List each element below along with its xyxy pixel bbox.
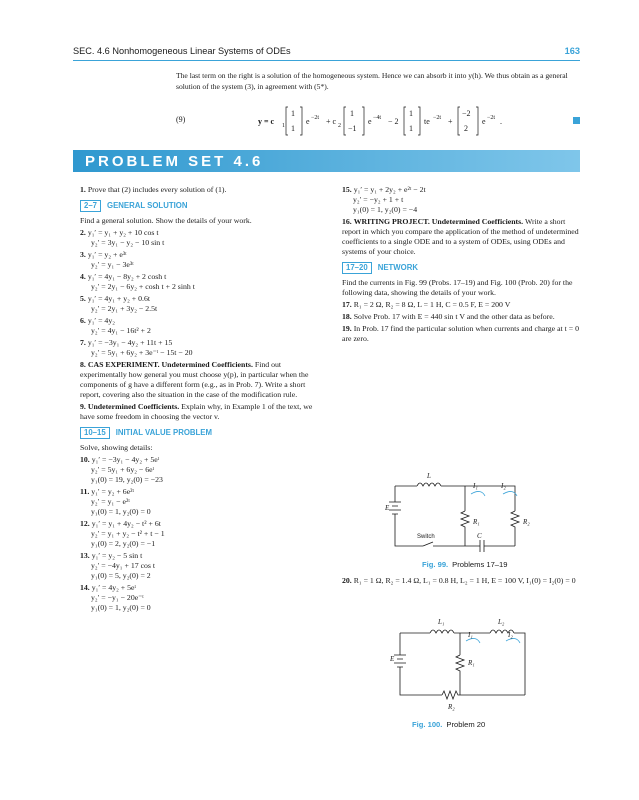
equation-line: y₁′ = y₁ + y₂ + 10 cos t (87, 228, 159, 237)
section-number: 2–7 (80, 200, 101, 212)
figure-99-label: Fig. 99. (422, 560, 449, 569)
eq-sub1: 1 (282, 123, 285, 129)
equation-line: y₂′ = 4y₁ − 16t² + 2 (91, 326, 151, 335)
problem-title: WRITING PROJECT. Undetermined Coefficients. (353, 217, 524, 226)
instruction-text (80, 443, 320, 453)
problem-number: 9. (80, 402, 86, 411)
equation-line: y₂′ = 5y₁ + 6y₂ − 6eᵗ (91, 465, 155, 474)
problem-text: Find out experimentally how general you must choose y(p), in particular when the components of g have a different form (e.g., as in Prob. 7). Write a short report, covering also the situation in the case of the modification rule. (80, 360, 309, 399)
problem-item (80, 185, 320, 195)
problem-item (342, 576, 580, 586)
problem-title: CAS EXPERIMENT. Undetermined Coefficients. (87, 360, 253, 369)
problem-set-banner (73, 150, 580, 172)
fig99-label-R2: R₂ (523, 518, 530, 526)
eq-minus2: − 2 (388, 117, 399, 126)
equation-9 (176, 101, 580, 141)
qed-square (573, 117, 580, 124)
equation-line: y₂′ = −4y₁ + 17 cos t (91, 561, 156, 570)
fig100-label-R1: R₁ (468, 659, 475, 667)
instruction-text (80, 216, 320, 226)
section-header: SEC. 4.6 Nonhomogeneous Linear Systems of ODEs (73, 46, 291, 56)
eq-plus: + (448, 117, 453, 126)
equation-line: y₁′ = y₂ + e³ᵗ (87, 250, 127, 259)
problem-text: Explain why, in Example 1 of the text, we have some freedom in choosing the vector v. (80, 402, 313, 421)
vec4-top: −2 (462, 109, 471, 118)
equation-line: y₂′ = y₁ − e²ᵗ (91, 497, 130, 506)
problem-number: 18. (342, 312, 352, 321)
equation-line: y₂′ = 5y₁ + 6y₂ + 3e⁻ᵗ − 15t − 20 (91, 348, 193, 357)
eq-te: te (424, 117, 430, 126)
equation-line: y₁′ = y₁ + 2y₂ + e²ᵗ − 2t (353, 185, 426, 194)
equation-line: y₁(0) = 2, y₂(0) = −1 (91, 539, 156, 548)
fig100-label-I1: I₁ (468, 631, 473, 639)
section-number: 17–20 (342, 262, 372, 274)
vec3-top: 1 (409, 109, 413, 118)
eq-e4: e (482, 117, 486, 126)
eq-lhs: y = c (258, 117, 275, 126)
problem-item (80, 455, 320, 485)
problem-number: 13. (80, 551, 90, 560)
fig99-label-R1: R₁ (473, 518, 480, 526)
vec1-bot: 1 (291, 124, 295, 133)
equation-line: y₂′ = 2y₁ − 6y₂ + cosh t + 2 sinh t (91, 282, 195, 291)
problem-number: 15. (342, 185, 352, 194)
equation-line: y₁(0) = 1, y₂(0) = 0 (91, 603, 151, 612)
instruction-text (342, 278, 580, 298)
vec2-bot: −1 (348, 124, 357, 133)
problem-item (80, 294, 320, 314)
section-heading (80, 200, 320, 212)
problem-text: Solve, showing details: (80, 443, 153, 452)
eq-e2: e (368, 117, 372, 126)
problem-text: Solve Prob. 17 with E = 440 sin t V and the other data as before. (353, 312, 555, 321)
problem-text: Prove that (2) includes every solution of (1). (87, 185, 227, 194)
eq-exp3: −2t (433, 115, 442, 121)
section-title: INITIAL VALUE PROBLEM (115, 428, 212, 437)
problem-text: Find the currents in Fig. 99 (Probs. 17–19) and Fig. 100 (Prob. 20) for the following data, showing the details of your work. (342, 278, 573, 297)
equation-line: y₁′ = 4y₂ + 5eᵗ (91, 583, 136, 592)
section-title: NETWORK (377, 263, 418, 272)
equation-line: y₁′ = 4y₁ − 8y₂ + 2 cosh t (87, 272, 167, 281)
problem-text: R₁ = 1 Ω, R₂ = 1.4 Ω, L₁ = 0.8 H, L₂ = 1 H, E = 100 V, I₁(0) = I₂(0) = 0 (353, 576, 576, 585)
figure-99-circuit (385, 466, 535, 556)
intro-paragraph: The last term on the right is a solution of the homogeneous system. Hence we can absorb it into y(h). We thus obtain as a general solution of the system (3), in agreement with (5*). (176, 71, 568, 91)
problem-item (80, 228, 320, 248)
figure-100-circuit (390, 615, 540, 715)
figure-100-caption (412, 720, 485, 729)
equation-line: y₁′ = −3y₁ − 4y₂ + 11t + 15 (87, 338, 173, 347)
problem-text: Find a general solution. Show the details of your work. (80, 216, 252, 225)
eq-c2: + c (326, 117, 337, 126)
section-heading (342, 262, 580, 274)
fig100-label-R2: R₂ (448, 703, 455, 711)
problem-number: 19. (342, 324, 352, 333)
problem-number: 12. (80, 519, 90, 528)
problem-number: 20. (342, 576, 352, 585)
equation-line: y₂′ = −y₂ + 1 + t (353, 195, 404, 204)
fig99-label-E: E (385, 504, 390, 512)
vec2-top: 1 (350, 109, 354, 118)
problem-item (80, 316, 320, 336)
section-number: 10–15 (80, 427, 110, 439)
equation-line: y₁′ = y₂ − 5 sin t (91, 551, 143, 560)
problem-text: R₁ = 2 Ω, R₂ = 8 Ω, L = 1 H, C = 0.5 F, E = 200 V (353, 300, 511, 309)
problem-item (80, 402, 320, 422)
problem-item (80, 272, 320, 292)
fig99-label-L: L (427, 472, 431, 480)
problem-item (342, 324, 580, 344)
problem-number: 7. (80, 338, 86, 347)
vec4-bot: 2 (464, 124, 468, 133)
problem-item (80, 487, 320, 517)
figure-99-caption (422, 560, 507, 569)
problem-item (342, 185, 580, 215)
problem-title: Undetermined Coefficients. (87, 402, 180, 411)
equation-number: (9) (176, 115, 186, 124)
eq-exp4: −2t (487, 115, 496, 121)
problem-item (80, 519, 320, 549)
problem-text: In Prob. 17 find the particular solution when currents and charge at t = 0 are zero. (342, 324, 580, 343)
equation-line: y₂′ = y₁ + y₂ − t² + t − 1 (91, 529, 165, 538)
problem-item (80, 360, 320, 400)
problem-number: 10. (80, 455, 90, 464)
vec1-top: 1 (291, 109, 295, 118)
problem-number: 5. (80, 294, 86, 303)
eq-exp1: −2t (311, 115, 320, 121)
problem-item (80, 551, 320, 581)
eq-e1: e (306, 117, 310, 126)
problem-item (80, 338, 320, 358)
equation-line: y₁′ = 4y₁ + y₂ + 0.6t (87, 294, 151, 303)
equation-line: y₂′ = y₁ − 3e³ᵗ (91, 260, 134, 269)
equation-line: y₁(0) = 1, y₂(0) = 0 (91, 507, 151, 516)
fig100-label-I2: I₂ (508, 631, 513, 639)
equation-line: y₁′ = −3y₁ − 4y₂ + 5eᵗ (91, 455, 160, 464)
problem-number: 2. (80, 228, 86, 237)
equation-body (258, 101, 558, 141)
problem-number: 14. (80, 583, 90, 592)
fig99-label-I2: I₂ (501, 482, 506, 490)
problem-number: 16. (342, 217, 352, 226)
left-column (80, 185, 320, 615)
problem-item (342, 217, 580, 257)
equation-line: y₁(0) = 1, y₂(0) = −4 (353, 205, 418, 214)
equation-line: y₂′ = 2y₁ + 3y₂ − 2.5t (91, 304, 158, 313)
fig100-label-L2: L₂ (498, 618, 505, 626)
fig99-label-I1: I₁ (473, 482, 478, 490)
figure-100-label: Fig. 100. (412, 720, 443, 729)
equation-line: y₁′ = y₁ + 4y₂ − t² + 6t (91, 519, 161, 528)
header-rule (73, 60, 580, 61)
problem-set-title: PROBLEM SET 4.6 (85, 153, 264, 170)
problem-item (342, 300, 580, 310)
problem-number: 1. (80, 185, 86, 194)
vec3-bot: 1 (409, 124, 413, 133)
equation-line: y₁′ = y₂ + 6e²ᵗ (91, 487, 135, 496)
fig99-label-switch: Switch (417, 534, 435, 540)
problem-number: 11. (80, 487, 90, 496)
problem-number: 4. (80, 272, 86, 281)
problem-item (342, 312, 580, 322)
problem-number: 17. (342, 300, 352, 309)
equation-line: y₂′ = 3y₁ − y₂ − 10 sin t (91, 238, 165, 247)
problem-item (80, 583, 320, 613)
equation-line: y₁(0) = 19, y₂(0) = −23 (91, 475, 163, 484)
section-heading (80, 427, 320, 439)
right-column (342, 185, 580, 346)
problem-number: 8. (80, 360, 86, 369)
figure-100-text: Problem 20 (446, 720, 486, 729)
equation-line: y₁′ = 4y₂ (87, 316, 115, 325)
equation-line: y₁(0) = 5, y₂(0) = 2 (91, 571, 151, 580)
problem-item (80, 250, 320, 270)
eq-exp2: −4t (373, 115, 382, 121)
eq-sub2: 2 (338, 123, 341, 129)
eq-period: . (500, 117, 502, 126)
fig100-label-E: E (390, 655, 395, 663)
problem-number: 3. (80, 250, 86, 259)
fig99-label-C: C (477, 532, 482, 540)
section-title: GENERAL SOLUTION (107, 201, 188, 210)
problem-text: Write a short report in which you compare the application of the method of undetermined coefficients to a single ODE and to a system of ODEs, using ODEs and systems of your choice. (342, 217, 579, 256)
equation-line: y₂′ = −y₁ − 20e⁻ᵗ (91, 593, 144, 602)
figure-99-text: Problems 17–19 (452, 560, 508, 569)
problem-number: 6. (80, 316, 86, 325)
fig100-label-L1: L₁ (438, 618, 445, 626)
page-number: 163 (564, 46, 580, 56)
